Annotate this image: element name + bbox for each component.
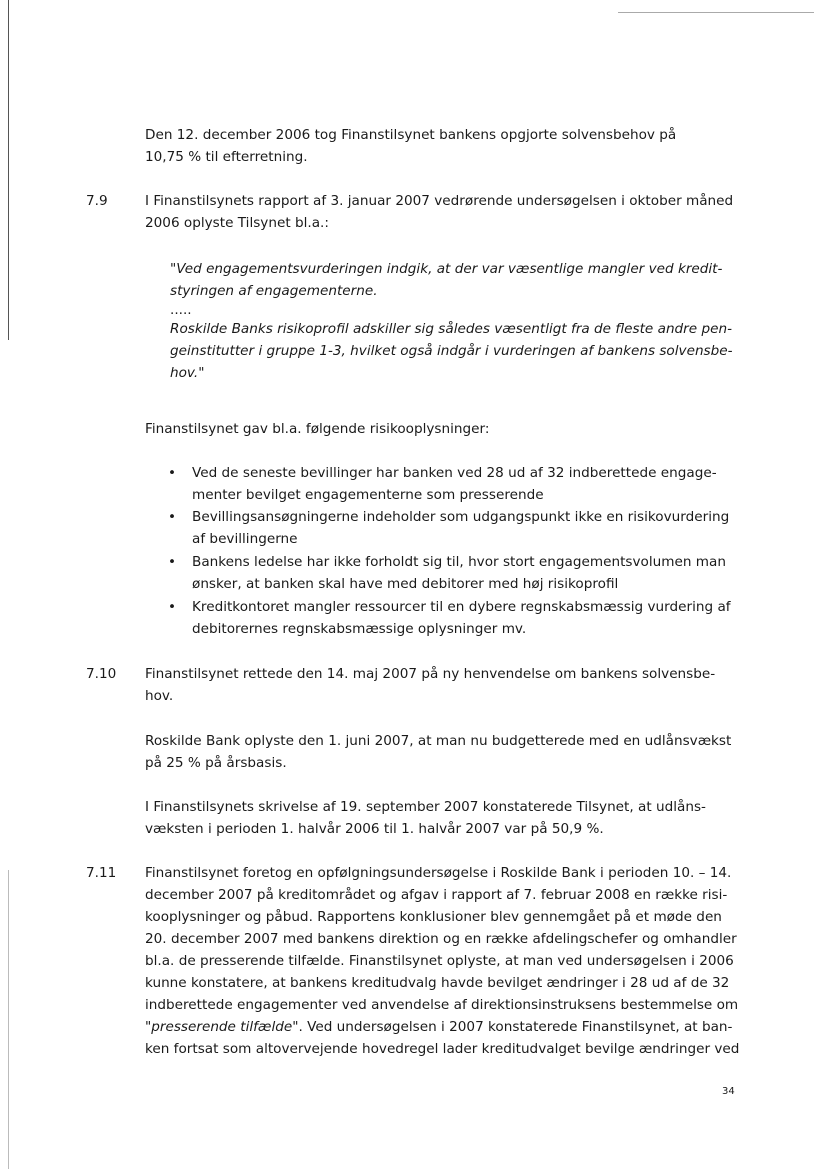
paragraph-udlaansvaekst: Roskilde Bank oplyste den 1. juni 2007, at man nu budgetterede med en udlånsvækst på 25 % på årsbasis. — [145, 733, 732, 771]
page-number: 34 — [722, 1086, 735, 1097]
paragraph-risikooplysninger-intro: Finanstilsynet gav bl.a. følgende risikooplysninger: — [145, 421, 490, 437]
bullet-marker: • — [168, 465, 177, 481]
scan-edge-top — [618, 12, 814, 13]
bullet-marker: • — [168, 509, 177, 525]
paragraph-solvens-2006: Den 12. december 2006 tog Finanstilsynet bankens opgjorte solvensbehov på 10,75 % til efterretning. — [145, 127, 677, 165]
section-7-9-text: I Finanstilsynets rapport af 3. januar 2007 vedrørende undersøgelsen i oktober måned 2006 oplyste Tilsynet bl.a.: — [145, 193, 734, 231]
section-7-10-text: Finanstilsynet rettede den 14. maj 2007 på ny henvendelse om bankens solvensbe- hov. — [145, 666, 716, 704]
section-7-11-text: Finanstilsynet foretog en opfølgningsundersøgelse i Roskilde Bank i perioden 10. – 14. december 2007 på kreditområdet og afgav i rapport af 7. februar 2008 en række risi- kooplysninger og påbud. Rapportens konklusioner blev gennemgået på et møde den 20. december 2007 med bankens direktion og en række afdelingschefer og omhandler bl.a. de presserende tilfælde. Finanstilsynet oplyste, at man ved undersøgelsen i 2006 kunne konstatere, at bankens kreditudvalg havde bevilget ændringer i 28 ud af de 32 indberettede engagementer ved anvendelse af direktionsinstruksens bestemmelse om "presserende tilfælde". Ved undersøgelsen i 2007 konstaterede Finanstilsynet, at ban- ken fortsat som altovervejende hovedregel lader kreditudvalget bevilge ændringer ved — [145, 862, 745, 1060]
section-number-7-9: 7.9 — [86, 193, 108, 209]
section-number-7-10: 7.10 — [86, 666, 117, 682]
bullet-item: Ved de seneste bevillinger har banken ved 28 ud af 32 indberettede engage- menter bevilget engagementerne som presserende — [192, 465, 717, 503]
section-number-7-11: 7.11 — [86, 865, 117, 881]
scan-edge-left-lower — [8, 870, 9, 1169]
bullet-item: Kreditkontoret mangler ressourcer til en dybere regnskabsmæssig vurdering af debitorernes regnskabsmæssige oplysninger mv. — [192, 599, 731, 637]
bullet-marker: • — [168, 599, 177, 615]
bullet-item: Bankens ledelse har ikke forholdt sig til, hvor stort engagementsvolumen man ønsker, at banken skal have med debitorer med høj risikoprofil — [192, 554, 726, 592]
bullet-item: Bevillingsansøgningerne indeholder som udgangspunkt ikke en risikovurdering af bevillingerne — [192, 509, 730, 547]
paragraph-skrivelse: I Finanstilsynets skrivelse af 19. september 2007 konstaterede Tilsynet, at udlåns- væksten i perioden 1. halvår 2006 til 1. halvår 2007 var på 50,9 %. — [145, 799, 706, 837]
line-with-italic: "presserende tilfælde". Ved undersøgelsen i 2007 konstaterede Finanstilsynet, at ban- — [145, 1019, 733, 1035]
quotation-block: "Ved engagementsvurderingen indgik, at der var væsentlige mangler ved kredit- styringen af engagementerne. ..... Roskilde Banks risikoprofil adskiller sig således væsentligt fra de fleste andre pen- geinstitutter i gruppe 1-3, hvilket også indgår i vurderingen af bankens solvensbe- hov." — [170, 261, 733, 381]
scan-edge-left — [8, 0, 9, 340]
bullet-marker: • — [168, 554, 177, 570]
